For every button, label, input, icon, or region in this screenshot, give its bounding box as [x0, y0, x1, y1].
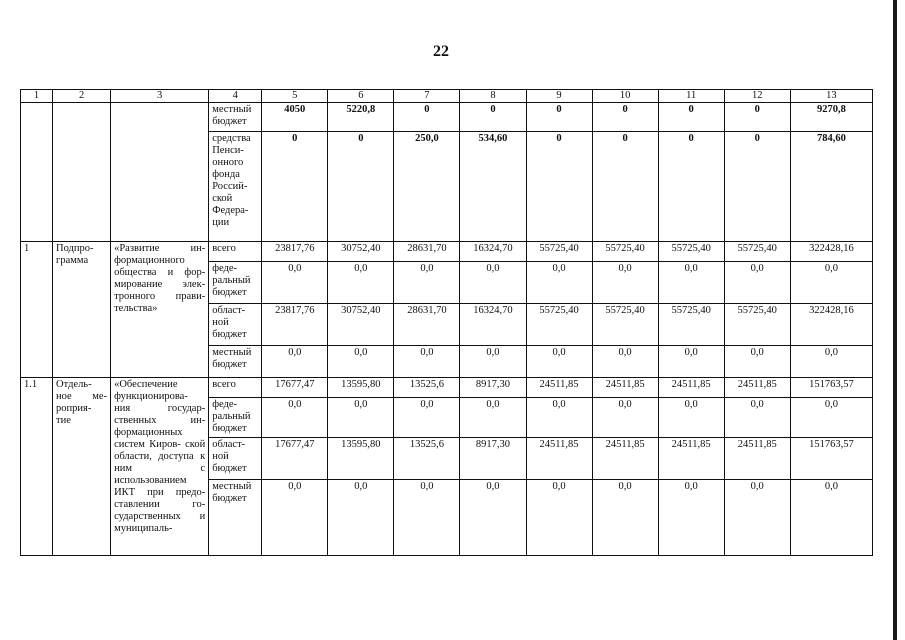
- event-type-cell: [53, 103, 111, 242]
- amount-cell: 0: [526, 103, 592, 132]
- amount-cell: 23817,76: [262, 242, 328, 262]
- amount-cell: 250,0: [394, 132, 460, 242]
- column-number: 7: [394, 90, 460, 103]
- amount-cell: 17677,47: [262, 438, 328, 480]
- amount-cell: 0,0: [658, 262, 724, 304]
- amount-cell: 0,0: [592, 262, 658, 304]
- amount-cell: 0,0: [724, 480, 790, 556]
- page-edge-shadow: [893, 0, 897, 640]
- amount-cell: 0,0: [460, 480, 526, 556]
- amount-cell: 0: [658, 103, 724, 132]
- amount-cell: 9270,8: [790, 103, 872, 132]
- amount-cell: 0: [328, 132, 394, 242]
- amount-cell: 0,0: [262, 398, 328, 438]
- amount-cell: 55725,40: [724, 304, 790, 346]
- amount-cell: 16324,70: [460, 304, 526, 346]
- amount-cell: 55725,40: [658, 242, 724, 262]
- amount-cell: 0,0: [526, 346, 592, 378]
- amount-cell: 13595,80: [328, 438, 394, 480]
- amount-cell: 8917,30: [460, 378, 526, 398]
- column-number: 6: [328, 90, 394, 103]
- amount-cell: 0: [460, 103, 526, 132]
- column-number: 12: [724, 90, 790, 103]
- amount-cell: 30752,40: [328, 242, 394, 262]
- funding-source-cell: средства Пенси- онного фонда Россий- ской Федера- ции: [209, 132, 262, 242]
- amount-cell: 13595,80: [328, 378, 394, 398]
- amount-cell: 0,0: [394, 262, 460, 304]
- amount-cell: 0: [658, 132, 724, 242]
- amount-cell: 0,0: [592, 346, 658, 378]
- column-number: 8: [460, 90, 526, 103]
- amount-cell: 0,0: [790, 398, 872, 438]
- table-row: [21, 103, 873, 132]
- amount-cell: 16324,70: [460, 242, 526, 262]
- amount-cell: 55725,40: [526, 304, 592, 346]
- amount-cell: 784,60: [790, 132, 872, 242]
- amount-cell: 0,0: [658, 346, 724, 378]
- program-name-cell: «Развитие ин- формационного общества и фор- мирование элек- тронного прави- тельства»: [111, 242, 209, 378]
- amount-cell: 55725,40: [526, 242, 592, 262]
- row-number-cell: 1.1: [21, 378, 53, 556]
- amount-cell: 28631,70: [394, 242, 460, 262]
- amount-cell: 0,0: [460, 346, 526, 378]
- funding-source-cell: феде- ральный бюджет: [209, 398, 262, 438]
- amount-cell: 0,0: [526, 262, 592, 304]
- amount-cell: 24511,85: [724, 378, 790, 398]
- column-number: 4: [209, 90, 262, 103]
- program-name-cell: [111, 103, 209, 242]
- amount-cell: 534,60: [460, 132, 526, 242]
- amount-cell: 0,0: [262, 262, 328, 304]
- column-number: 9: [526, 90, 592, 103]
- amount-cell: 0,0: [328, 398, 394, 438]
- funding-source-cell: феде- ральный бюджет: [209, 262, 262, 304]
- amount-cell: 55725,40: [658, 304, 724, 346]
- amount-cell: 0,0: [724, 262, 790, 304]
- amount-cell: 0,0: [724, 398, 790, 438]
- amount-cell: 322428,16: [790, 242, 872, 262]
- amount-cell: 0,0: [262, 480, 328, 556]
- row-number-cell: [21, 103, 53, 242]
- amount-cell: 0,0: [526, 480, 592, 556]
- amount-cell: 0,0: [460, 398, 526, 438]
- amount-cell: 0,0: [394, 398, 460, 438]
- column-number: 5: [262, 90, 328, 103]
- amount-cell: 0,0: [790, 262, 872, 304]
- budget-table: [20, 89, 873, 556]
- amount-cell: 30752,40: [328, 304, 394, 346]
- column-number-row: [21, 90, 873, 103]
- amount-cell: 5220,8: [328, 103, 394, 132]
- amount-cell: 13525,6: [394, 378, 460, 398]
- amount-cell: 24511,85: [658, 438, 724, 480]
- table-row: [21, 242, 873, 262]
- row-number-cell: 1: [21, 242, 53, 378]
- amount-cell: 4050: [262, 103, 328, 132]
- column-number: 1: [21, 90, 53, 103]
- amount-cell: 23817,76: [262, 304, 328, 346]
- amount-cell: 24511,85: [526, 378, 592, 398]
- column-number: 11: [658, 90, 724, 103]
- amount-cell: 13525,6: [394, 438, 460, 480]
- amount-cell: 0: [394, 103, 460, 132]
- column-number: 13: [790, 90, 872, 103]
- amount-cell: 28631,70: [394, 304, 460, 346]
- table-row: [21, 378, 873, 398]
- amount-cell: 24511,85: [724, 438, 790, 480]
- amount-cell: 0,0: [328, 480, 394, 556]
- page-number: 22: [433, 43, 449, 60]
- amount-cell: 0: [262, 132, 328, 242]
- amount-cell: 0,0: [592, 480, 658, 556]
- amount-cell: 24511,85: [592, 378, 658, 398]
- amount-cell: 17677,47: [262, 378, 328, 398]
- table-body: [21, 90, 873, 556]
- funding-source-cell: област- ной бюджет: [209, 304, 262, 346]
- amount-cell: 151763,57: [790, 378, 872, 398]
- amount-cell: 322428,16: [790, 304, 872, 346]
- column-number: 10: [592, 90, 658, 103]
- amount-cell: 0: [592, 103, 658, 132]
- amount-cell: 0,0: [460, 262, 526, 304]
- funding-source-cell: всего: [209, 378, 262, 398]
- amount-cell: 0: [526, 132, 592, 242]
- amount-cell: 0,0: [394, 480, 460, 556]
- program-name-cell: «Обеспечение функционирова- ния государ- ственных ин- формационных систем Киров- ской области, доступа к ним с использованием ИКТ при предо- ставлении го- сударственных и муниципаль-: [111, 378, 209, 556]
- amount-cell: 0,0: [394, 346, 460, 378]
- amount-cell: 151763,57: [790, 438, 872, 480]
- amount-cell: 24511,85: [592, 438, 658, 480]
- amount-cell: 55725,40: [724, 242, 790, 262]
- amount-cell: 55725,40: [592, 242, 658, 262]
- amount-cell: 0,0: [658, 398, 724, 438]
- funding-source-cell: област- ной бюджет: [209, 438, 262, 480]
- amount-cell: 0: [724, 103, 790, 132]
- amount-cell: 8917,30: [460, 438, 526, 480]
- amount-cell: 0,0: [658, 480, 724, 556]
- amount-cell: 0: [724, 132, 790, 242]
- amount-cell: 0,0: [526, 398, 592, 438]
- funding-source-cell: местный бюджет: [209, 103, 262, 132]
- funding-source-cell: всего: [209, 242, 262, 262]
- amount-cell: 0,0: [262, 346, 328, 378]
- column-number: 3: [111, 90, 209, 103]
- amount-cell: 0,0: [790, 346, 872, 378]
- amount-cell: 0,0: [790, 480, 872, 556]
- amount-cell: 0,0: [592, 398, 658, 438]
- amount-cell: 0,0: [328, 346, 394, 378]
- amount-cell: 0: [592, 132, 658, 242]
- column-number: 2: [53, 90, 111, 103]
- amount-cell: 24511,85: [658, 378, 724, 398]
- funding-source-cell: местный бюджет: [209, 480, 262, 556]
- amount-cell: 0,0: [724, 346, 790, 378]
- amount-cell: 0,0: [328, 262, 394, 304]
- funding-source-cell: местный бюджет: [209, 346, 262, 378]
- event-type-cell: Подпро- грамма: [53, 242, 111, 378]
- amount-cell: 55725,40: [592, 304, 658, 346]
- amount-cell: 24511,85: [526, 438, 592, 480]
- event-type-cell: Отдель- ное ме- роприя- тие: [53, 378, 111, 556]
